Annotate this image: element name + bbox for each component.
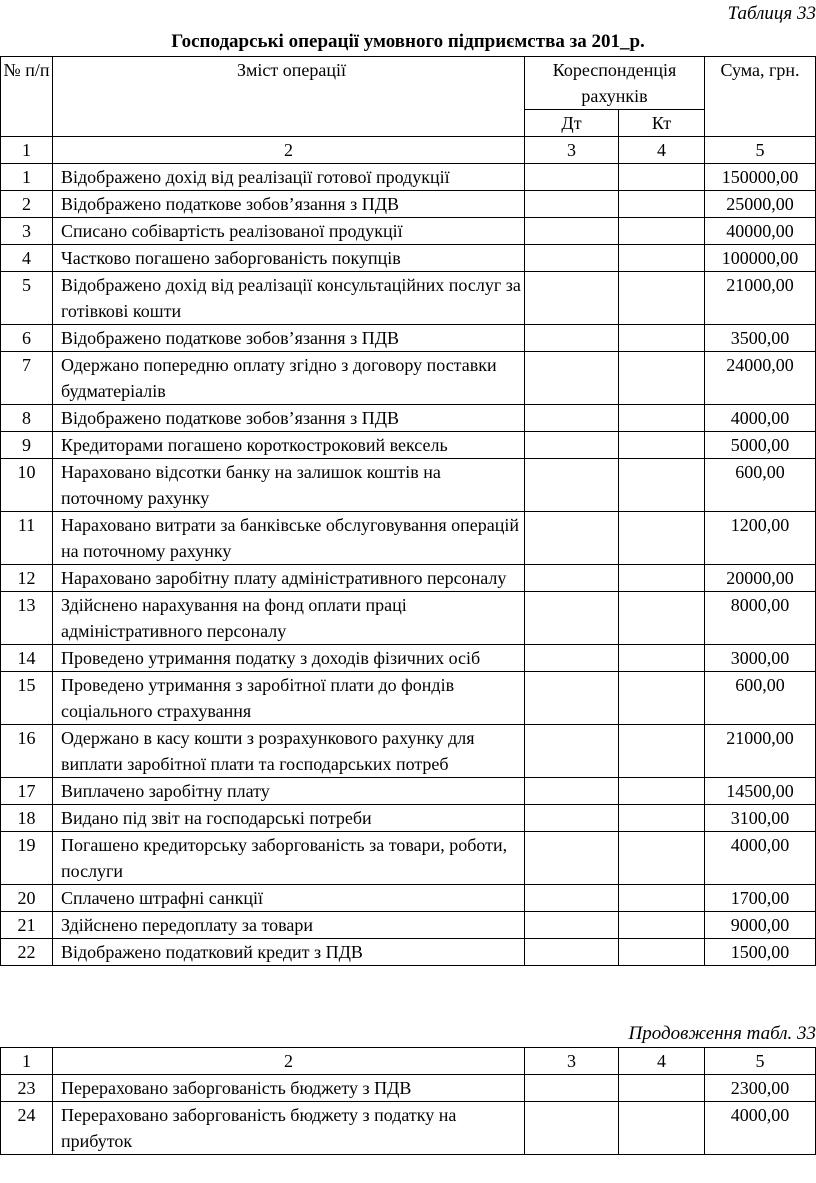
table-row [1,512,816,565]
table-row [1,352,816,405]
continuation-table [0,1047,816,1155]
row-amount: 4000,00 [705,832,816,885]
row-description: Відображено дохід від реалізації консультаційних послуг за готівкові кошти [53,272,525,325]
header-desc: Зміст операції [53,57,525,137]
index-cell: 4 [619,1048,705,1075]
row-number: 24 [1,1102,53,1155]
row-amount: 14500,00 [705,778,816,805]
row-number: 2 [1,191,53,218]
row-description: Нараховано витрати за банківське обслуговування операцій на поточному рахунку [53,512,525,565]
row-number: 12 [1,565,53,592]
row-description: Одержано попередню оплату згідно з договору поставки будматеріалів [53,352,525,405]
table-row [1,592,816,645]
row-amount: 24000,00 [705,352,816,405]
row-debit [525,565,619,592]
row-description: Проведено утримання з заробітної плати до фондів соціального страхування [53,672,525,725]
row-number: 4 [1,245,53,272]
row-credit [619,912,705,939]
row-amount: 100000,00 [705,245,816,272]
row-credit [619,885,705,912]
row-description: Виплачено заробітну плату [53,778,525,805]
row-number: 15 [1,672,53,725]
row-debit [525,725,619,778]
row-number: 17 [1,778,53,805]
row-number: 11 [1,512,53,565]
row-amount: 150000,00 [705,164,816,191]
header-corr: Кореспонденція рахунків [525,57,705,110]
row-debit [525,191,619,218]
row-credit [619,939,705,966]
row-credit [619,512,705,565]
row-description: Нараховано заробітну плату адміністративного персоналу [53,565,525,592]
row-description: Здійснено нарахування на фонд оплати праці адміністративного персоналу [53,592,525,645]
row-credit [619,778,705,805]
row-credit [619,325,705,352]
row-debit [525,1102,619,1155]
row-amount: 4000,00 [705,1102,816,1155]
header-num: № п/п [1,57,53,137]
header-row [1,57,816,110]
row-credit [619,191,705,218]
table-row [1,939,816,966]
page-title: Господарські операції умовного підприємства за 201_р. [171,31,645,52]
row-amount: 3100,00 [705,805,816,832]
table-row [1,725,816,778]
row-debit [525,645,619,672]
row-debit [525,459,619,512]
row-credit [619,832,705,885]
table-row [1,191,816,218]
table-row [1,565,816,592]
row-number: 10 [1,459,53,512]
row-debit [525,512,619,565]
row-description: Відображено дохід від реалізації готової продукції [53,164,525,191]
row-credit [619,805,705,832]
row-amount: 40000,00 [705,218,816,245]
index-cell: 2 [53,1048,525,1075]
index-cell: 2 [53,137,525,164]
table-row [1,325,816,352]
row-amount: 9000,00 [705,912,816,939]
row-description: Сплачено штрафні санкції [53,885,525,912]
row-amount: 1700,00 [705,885,816,912]
row-amount: 8000,00 [705,592,816,645]
row-number: 6 [1,325,53,352]
operations-table [0,56,816,966]
row-number: 14 [1,645,53,672]
row-amount: 600,00 [705,672,816,725]
header-dt: Дт [525,110,619,137]
row-credit [619,725,705,778]
row-credit [619,272,705,325]
row-credit [619,218,705,245]
index-cell: 3 [525,137,619,164]
table-row [1,645,816,672]
row-debit [525,432,619,459]
row-number: 5 [1,272,53,325]
table-row [1,218,816,245]
row-number: 7 [1,352,53,405]
index-row [1,137,816,164]
row-number: 21 [1,912,53,939]
row-description: Погашено кредиторську заборгованість за товари, роботи, послуги [53,832,525,885]
row-debit [525,832,619,885]
row-description: Відображено податкове зобов’язання з ПДВ [53,405,525,432]
table-row [1,1075,816,1102]
index-row [1,1048,816,1075]
header-kt: Кт [619,110,705,137]
row-debit [525,672,619,725]
row-debit [525,352,619,405]
row-number: 19 [1,832,53,885]
row-amount: 21000,00 [705,725,816,778]
row-debit [525,405,619,432]
row-credit [619,672,705,725]
row-number: 3 [1,218,53,245]
row-number: 20 [1,885,53,912]
table-row [1,912,816,939]
row-description: Перераховано заборгованість бюджету з ПДВ [53,1075,525,1102]
row-description: Відображено податкове зобов’язання з ПДВ [53,325,525,352]
row-amount: 1500,00 [705,939,816,966]
row-description: Здійснено передоплату за товари [53,912,525,939]
row-number: 1 [1,164,53,191]
row-amount: 1200,00 [705,512,816,565]
row-amount: 600,00 [705,459,816,512]
row-debit [525,325,619,352]
row-description: Проведено утримання податку з доходів фізичних осіб [53,645,525,672]
row-debit [525,272,619,325]
row-description: Видано під звіт на господарські потреби [53,805,525,832]
row-debit [525,778,619,805]
row-credit [619,432,705,459]
table-row [1,405,816,432]
table-row [1,432,816,459]
row-credit [619,459,705,512]
row-debit [525,592,619,645]
row-credit [619,164,705,191]
row-number: 22 [1,939,53,966]
row-description: Кредиторами погашено короткостроковий вексель [53,432,525,459]
row-credit [619,405,705,432]
row-credit [619,352,705,405]
table-row [1,459,816,512]
row-amount: 5000,00 [705,432,816,459]
index-cell: 5 [705,1048,816,1075]
row-debit [525,805,619,832]
index-cell: 3 [525,1048,619,1075]
row-number: 9 [1,432,53,459]
row-description: Частково погашено заборгованість покупців [53,245,525,272]
row-description: Перераховано заборгованість бюджету з податку на прибуток [53,1102,525,1155]
table-label: Таблиця 33 [727,3,816,24]
table-row [1,1102,816,1155]
row-description: Нараховано відсотки банку на залишок коштів на поточному рахунку [53,459,525,512]
row-credit [619,1102,705,1155]
row-debit [525,939,619,966]
row-number: 16 [1,725,53,778]
row-description: Одержано в касу кошти з розрахункового рахунку для виплати заробітної плати та господарських потреб [53,725,525,778]
continuation-label: Продовження табл. 33 [628,1023,816,1044]
row-number: 13 [1,592,53,645]
row-debit [525,912,619,939]
index-cell: 4 [619,137,705,164]
table-row [1,805,816,832]
table-row [1,778,816,805]
row-credit [619,645,705,672]
row-amount: 4000,00 [705,405,816,432]
index-cell: 1 [1,137,53,164]
row-amount: 3000,00 [705,645,816,672]
row-amount: 20000,00 [705,565,816,592]
row-debit [525,164,619,191]
row-number: 23 [1,1075,53,1102]
table-row [1,272,816,325]
table-row [1,164,816,191]
row-amount: 25000,00 [705,191,816,218]
row-amount: 3500,00 [705,325,816,352]
row-description: Списано собівартість реалізованої продукції [53,218,525,245]
table-row [1,245,816,272]
index-cell: 5 [705,137,816,164]
table-row [1,885,816,912]
row-amount: 2300,00 [705,1075,816,1102]
table-row [1,672,816,725]
row-debit [525,218,619,245]
row-number: 8 [1,405,53,432]
row-credit [619,592,705,645]
row-description: Відображено податковий кредит з ПДВ [53,939,525,966]
row-number: 18 [1,805,53,832]
row-credit [619,565,705,592]
row-amount: 21000,00 [705,272,816,325]
table-row [1,832,816,885]
index-cell: 1 [1,1048,53,1075]
row-credit [619,1075,705,1102]
header-sum: Сума, грн. [705,57,816,137]
row-debit [525,1075,619,1102]
row-debit [525,885,619,912]
row-description: Відображено податкове зобов’язання з ПДВ [53,191,525,218]
row-debit [525,245,619,272]
row-credit [619,245,705,272]
